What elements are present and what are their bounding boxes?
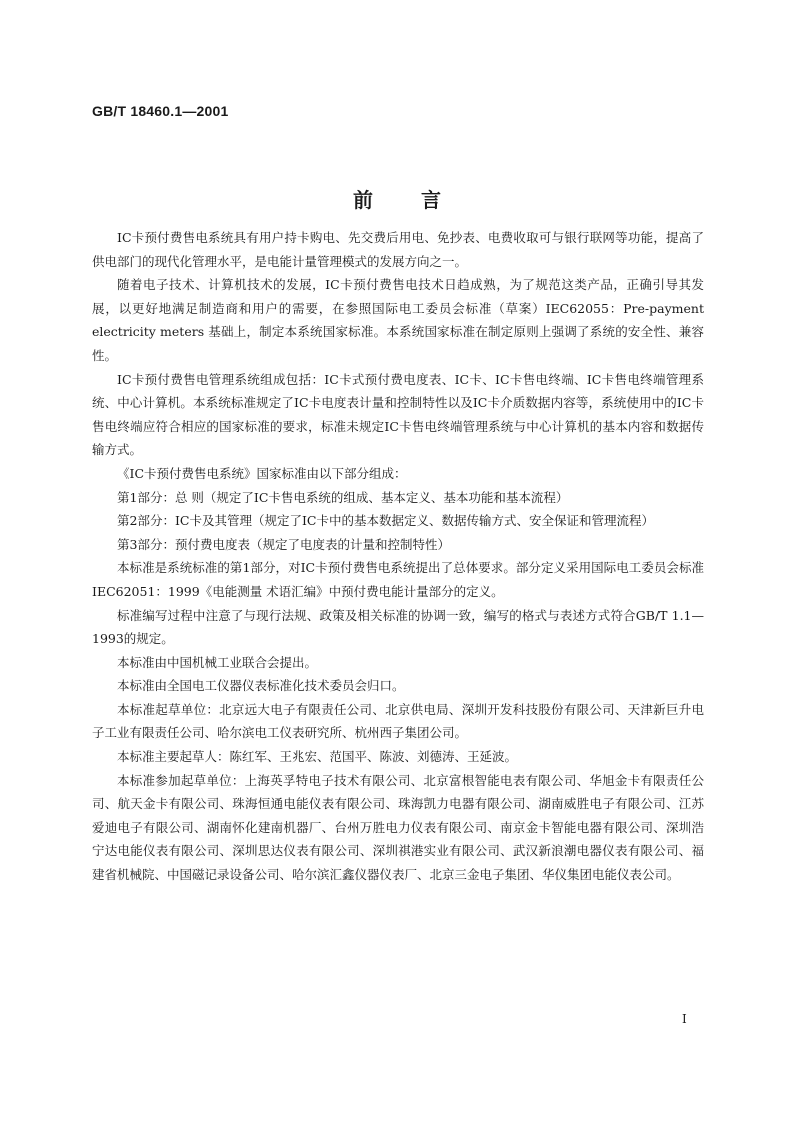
paragraph: IC卡预付费售电系统具有用户持卡购电、先交费后用电、免抄表、电费收取可与银行联网等功能，提高了供电部门的现代化管理水平，是电能计量管理模式的发展方向之一。 (92, 230, 704, 269)
paragraph: 第3部分：预付费电度表（规定了电度表的计量和控制特性） (117, 536, 450, 552)
paragraph: 第2部分：IC卡及其管理（规定了IC卡中的基本数据定义、数据传输方式、安全保证和管理流程） (117, 513, 654, 529)
foreword-body (92, 226, 704, 887)
page-number: I (682, 1012, 687, 1026)
paragraph: 本标准起草单位：北京远大电子有限责任公司、北京供电局、深圳开发科技股份有限公司、天津新巨升电子工业有限责任公司、哈尔滨电工仪表研究所、杭州西子集团公司。 (92, 701, 704, 741)
paragraph: 《IC卡预付费售电系统》国家标准由以下部分组成： (117, 465, 407, 481)
paragraph: 本标准是系统标准的第1部分，对IC卡预付费售电系统提出了总体要求。部分定义采用国际电工委员会标准IEC62051：1999《电能测量 术语汇编》中预付费电能计量部分的定义。 (92, 560, 704, 599)
paragraph: 标准编写过程中注意了与现行法规、政策及相关标准的协调一致，编写的格式与表述方式符合GB/T 1.1—1993的规定。 (92, 607, 704, 647)
paragraph: 本标准主要起草人：陈红军、王兆宏、范国平、陈波、刘德涛、王延波。 (117, 749, 518, 765)
paragraph: IC卡预付费售电管理系统组成包括：IC卡式预付费电度表、IC卡、IC卡售电终端、IC卡售电终端管理系统、中心计算机。本系统标准规定了IC卡电度表计量和控制特性以及IC卡介质数据内容等，系统使用中的IC卡售电终端应符合相应的国家标准的要求，标准未规定IC卡售电终端管理系统与中心计算机的基本内容和数据传输方式。 (92, 371, 704, 458)
paragraph: 第1部分：总 则（规定了IC卡售电系统的组成、基本定义、基本功能和基本流程） (117, 489, 569, 505)
paragraph: 本标准由中国机械工业联合会提出。 (117, 654, 318, 670)
paragraph: 本标准参加起草单位：上海英孚特电子技术有限公司、北京富根智能电表有限公司、华旭金卡有限责任公司、航天金卡有限公司、珠海恒通电能仪表有限公司、珠海凯力电器有限公司、湖南威胜电子有限公司、江苏爱迪电子有限公司、湖南怀化建南机器厂、台州万胜电力仪表有限公司、南京金卡智能电器有限公司、深圳浩宁达电能仪表有限公司、深圳思达仪表有限公司、深圳祺港实业有限公司、武汉新浪潮电器仪表有限公司、福建省机械院、中国磁记录设备公司、哈尔滨汇鑫仪器仪表厂、北京三金电子集团、华仪集团电能仪表公司。 (92, 772, 704, 883)
paragraph: 本标准由全国电工仪器仪表标准化技术委员会归口。 (117, 678, 405, 694)
page-title: 前言 (353, 188, 489, 212)
paragraph: 随着电子技术、计算机技术的发展，IC卡预付费售电技术日趋成熟，为了规范这类产品，正确引导其发展，以更好地满足制造商和用户的需要，在参照国际电工委员会标准（草案）IEC62055：Pre-payment electricity meters 基础上，制定本系统国家标准。本系统国家标准在制定原则上强调了系统的安全性、兼容性。 (92, 277, 704, 363)
standard-number: GB/T 18460.1—2001 (92, 103, 229, 119)
